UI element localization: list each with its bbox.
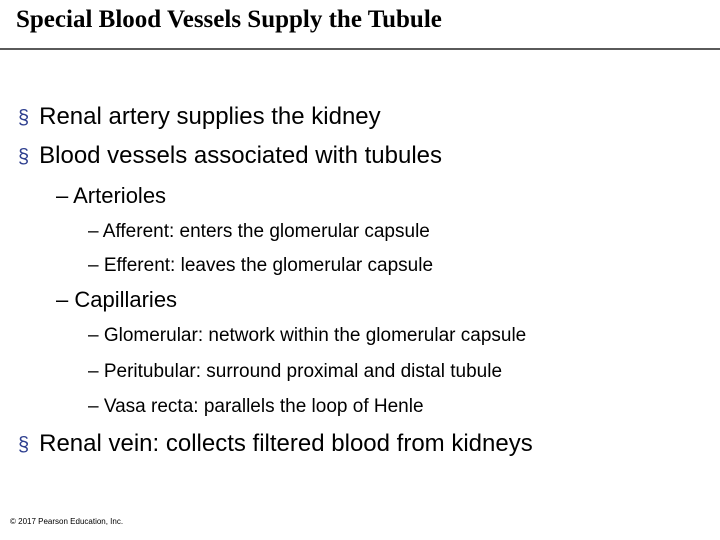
sub-item-arterioles: – Arterioles	[56, 183, 167, 208]
copyright-footer: © 2017 Pearson Education, Inc.	[10, 517, 124, 526]
sub-sub-item-glomerular: – Glomerular: network within the glomerular capsule	[88, 325, 527, 346]
bullet-icon: §	[18, 146, 30, 168]
title-divider	[0, 48, 720, 50]
bullet-text: Renal artery supplies the kidney	[39, 103, 381, 130]
sub-sub-item-peritubular: – Peritubular: surround proximal and distal tubule	[88, 361, 503, 382]
bullet-text: Blood vessels associated with tubules	[39, 142, 443, 169]
bullet-renal-artery	[18, 103, 381, 131]
sub-item-capillaries: – Capillaries	[56, 287, 178, 312]
bullet-icon: §	[18, 107, 30, 129]
slide-title: Special Blood Vessels Supply the Tubule	[16, 6, 442, 33]
sub-sub-item-afferent: – Afferent: enters the glomerular capsule	[88, 221, 430, 242]
sub-sub-item-efferent: – Efferent: leaves the glomerular capsule	[88, 255, 434, 276]
sub-sub-item-vasa-recta: – Vasa recta: parallels the loop of Henle	[88, 396, 424, 417]
bullet-blood-vessels	[18, 142, 442, 170]
bullet-renal-vein	[18, 430, 533, 458]
bullet-icon: §	[18, 434, 30, 456]
bullet-text: Renal vein: collects filtered blood from kidneys	[39, 430, 533, 457]
